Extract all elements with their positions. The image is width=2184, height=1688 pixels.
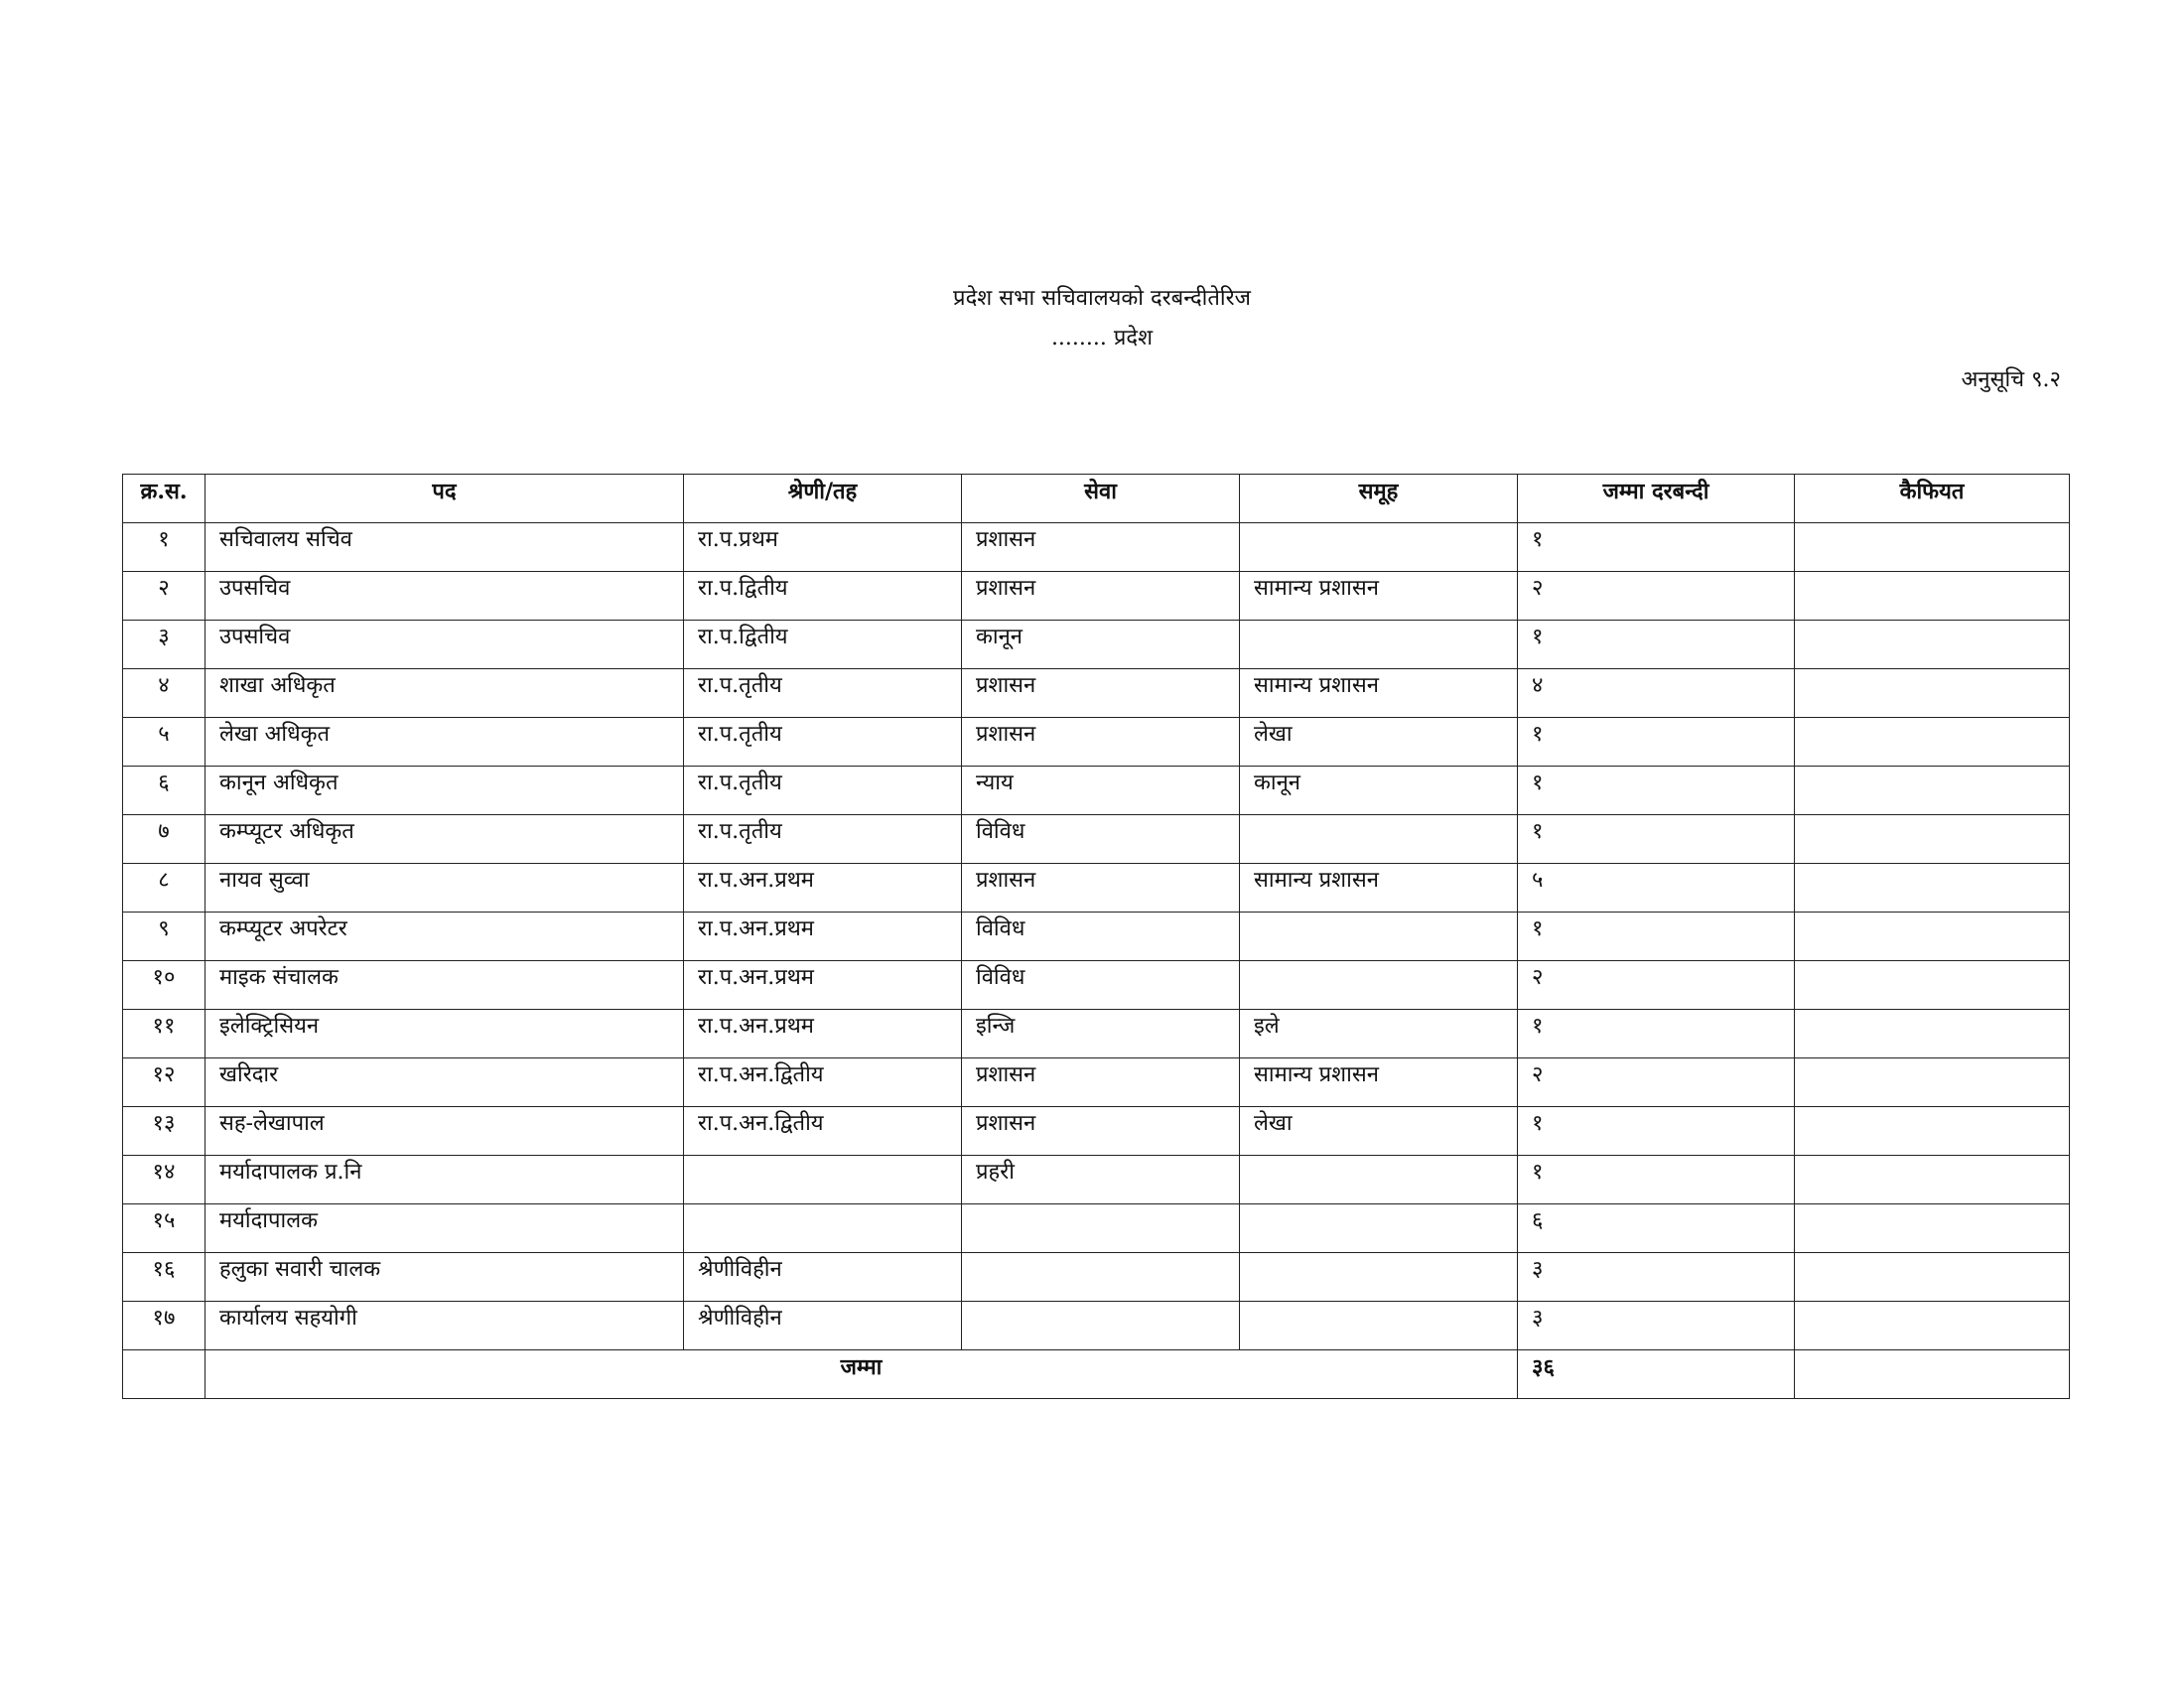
serial-cell: १२ (123, 1058, 205, 1107)
table-row (123, 669, 2070, 718)
class-level-cell: रा.प.तृतीय (684, 767, 962, 815)
post-cell: माइक संचालक (205, 961, 684, 1010)
annex-label: अनुसूचि ९.२ (1961, 367, 2061, 392)
total-positions-cell: २ (1518, 1058, 1795, 1107)
serial-cell: १४ (123, 1156, 205, 1204)
serial-cell: ३ (123, 621, 205, 669)
remarks-cell (1795, 718, 2070, 767)
table-row (123, 1058, 2070, 1107)
service-cell (962, 1253, 1240, 1302)
post-cell: कम्प्यूटर अपरेटर (205, 913, 684, 961)
post-cell: नायव सुव्वा (205, 864, 684, 913)
service-cell: कानून (962, 621, 1240, 669)
group-cell: सामान्य प्रशासन (1240, 1058, 1518, 1107)
class-level-cell: रा.प.अन.द्वितीय (684, 1058, 962, 1107)
table-row (123, 1253, 2070, 1302)
table-body (123, 523, 2070, 1350)
class-level-cell: श्रेणीविहीन (684, 1253, 962, 1302)
table-row (123, 572, 2070, 621)
service-cell: न्याय (962, 767, 1240, 815)
service-cell: प्रशासन (962, 572, 1240, 621)
post-cell: इलेक्ट्रिसियन (205, 1010, 684, 1058)
table-row (123, 864, 2070, 913)
serial-cell: ४ (123, 669, 205, 718)
class-level-cell: श्रेणीविहीन (684, 1302, 962, 1350)
serial-cell: १० (123, 961, 205, 1010)
class-level-cell: रा.प.अन.प्रथम (684, 1010, 962, 1058)
class-level-cell: रा.प.अन.प्रथम (684, 961, 962, 1010)
class-level-cell: रा.प.द्वितीय (684, 621, 962, 669)
staffing-table (122, 474, 2070, 1399)
class-level-cell: रा.प.तृतीय (684, 718, 962, 767)
group-cell (1240, 961, 1518, 1010)
group-cell (1240, 1253, 1518, 1302)
remarks-cell (1795, 1204, 2070, 1253)
serial-cell: १३ (123, 1107, 205, 1156)
post-cell: कार्यालय सहयोगी (205, 1302, 684, 1350)
post-cell: सचिवालय सचिव (205, 523, 684, 572)
column-header-serial: क्र.स. (123, 475, 205, 523)
group-cell: सामान्य प्रशासन (1240, 864, 1518, 913)
serial-cell: १७ (123, 1302, 205, 1350)
column-header-service: सेवा (962, 475, 1240, 523)
group-cell: इले (1240, 1010, 1518, 1058)
table-row (123, 718, 2070, 767)
table-row (123, 1204, 2070, 1253)
document-subtitle: ........ प्रदेश (1050, 326, 1154, 351)
post-cell: लेखा अधिकृत (205, 718, 684, 767)
remarks-cell (1795, 621, 2070, 669)
group-cell (1240, 621, 1518, 669)
total-positions-cell: २ (1518, 572, 1795, 621)
remarks-cell (1795, 523, 2070, 572)
remarks-cell (1795, 961, 2070, 1010)
table-row (123, 815, 2070, 864)
serial-cell: ९ (123, 913, 205, 961)
column-header-total-positions: जम्मा दरबन्दी (1518, 475, 1795, 523)
class-level-cell: रा.प.द्वितीय (684, 572, 962, 621)
total-positions-cell: १ (1518, 767, 1795, 815)
remarks-cell (1795, 913, 2070, 961)
class-level-cell (684, 1156, 962, 1204)
remarks-cell (1795, 1156, 2070, 1204)
total-positions-cell: १ (1518, 718, 1795, 767)
remarks-cell (1795, 864, 2070, 913)
remarks-cell (1795, 669, 2070, 718)
table-row (123, 523, 2070, 572)
service-cell (962, 1302, 1240, 1350)
total-label: जम्मा (205, 1350, 1518, 1399)
post-cell: उपसचिव (205, 572, 684, 621)
post-cell: कानून अधिकृत (205, 767, 684, 815)
service-cell: प्रशासन (962, 864, 1240, 913)
group-cell (1240, 1302, 1518, 1350)
service-cell: प्रशासन (962, 718, 1240, 767)
service-cell (962, 1204, 1240, 1253)
total-positions-cell: १ (1518, 815, 1795, 864)
post-cell: कम्प्यूटर अधिकृत (205, 815, 684, 864)
remarks-cell (1795, 815, 2070, 864)
table-row (123, 1010, 2070, 1058)
table-row (123, 961, 2070, 1010)
table-row (123, 767, 2070, 815)
group-cell: लेखा (1240, 1107, 1518, 1156)
column-header-group: समूह (1240, 475, 1518, 523)
remarks-cell (1795, 1010, 2070, 1058)
table-row (123, 1302, 2070, 1350)
total-positions-cell: २ (1518, 961, 1795, 1010)
column-header-remarks: कैफियत (1795, 475, 2070, 523)
serial-cell: ६ (123, 767, 205, 815)
post-cell: मर्यादापालक (205, 1204, 684, 1253)
class-level-cell: रा.प.तृतीय (684, 815, 962, 864)
post-cell: उपसचिव (205, 621, 684, 669)
serial-cell: २ (123, 572, 205, 621)
total-row (123, 1350, 2070, 1399)
total-positions-cell: १ (1518, 1156, 1795, 1204)
serial-cell: १५ (123, 1204, 205, 1253)
remarks-cell (1795, 1302, 2070, 1350)
total-positions-cell: १ (1518, 1107, 1795, 1156)
serial-cell: ८ (123, 864, 205, 913)
service-cell: विविध (962, 815, 1240, 864)
total-positions-cell: ५ (1518, 864, 1795, 913)
table-row (123, 1107, 2070, 1156)
service-cell: प्रशासन (962, 669, 1240, 718)
group-cell: सामान्य प्रशासन (1240, 669, 1518, 718)
post-cell: सह-लेखापाल (205, 1107, 684, 1156)
remarks-cell (1795, 572, 2070, 621)
serial-cell: ५ (123, 718, 205, 767)
class-level-cell: रा.प.तृतीय (684, 669, 962, 718)
table-row (123, 621, 2070, 669)
serial-cell: ७ (123, 815, 205, 864)
group-cell: कानून (1240, 767, 1518, 815)
table-header-row (123, 475, 2070, 523)
service-cell: प्रशासन (962, 523, 1240, 572)
total-positions-cell: १ (1518, 523, 1795, 572)
remarks-cell (1795, 1058, 2070, 1107)
remarks-cell (1795, 767, 2070, 815)
serial-cell: १ (123, 523, 205, 572)
table-row (123, 1156, 2070, 1204)
total-positions-cell: ६ (1518, 1204, 1795, 1253)
class-level-cell: रा.प.अन.प्रथम (684, 913, 962, 961)
total-remarks-cell (1795, 1350, 2070, 1399)
post-cell: मर्यादापालक प्र.नि (205, 1156, 684, 1204)
total-value: ३६ (1518, 1350, 1795, 1399)
column-header-post: पद (205, 475, 684, 523)
remarks-cell (1795, 1253, 2070, 1302)
service-cell: प्रहरी (962, 1156, 1240, 1204)
group-cell (1240, 523, 1518, 572)
column-header-class-level: श्रेणी/तह (684, 475, 962, 523)
total-positions-cell: १ (1518, 1010, 1795, 1058)
document-title: प्रदेश सभा सचिवालयको दरबन्दीतेरिज (953, 286, 1251, 311)
table-row (123, 913, 2070, 961)
group-cell (1240, 913, 1518, 961)
service-cell: इन्जि (962, 1010, 1240, 1058)
service-cell: विविध (962, 961, 1240, 1010)
post-cell: शाखा अधिकृत (205, 669, 684, 718)
group-cell (1240, 1204, 1518, 1253)
serial-cell: १६ (123, 1253, 205, 1302)
service-cell: प्रशासन (962, 1107, 1240, 1156)
serial-cell: ११ (123, 1010, 205, 1058)
class-level-cell: रा.प.अन.प्रथम (684, 864, 962, 913)
class-level-cell (684, 1204, 962, 1253)
post-cell: खरिदार (205, 1058, 684, 1107)
service-cell: विविध (962, 913, 1240, 961)
total-serial-cell (123, 1350, 205, 1399)
total-positions-cell: १ (1518, 621, 1795, 669)
total-positions-cell: ३ (1518, 1302, 1795, 1350)
service-cell: प्रशासन (962, 1058, 1240, 1107)
class-level-cell: रा.प.प्रथम (684, 523, 962, 572)
group-cell: सामान्य प्रशासन (1240, 572, 1518, 621)
group-cell: लेखा (1240, 718, 1518, 767)
class-level-cell: रा.प.अन.द्वितीय (684, 1107, 962, 1156)
total-positions-cell: ३ (1518, 1253, 1795, 1302)
remarks-cell (1795, 1107, 2070, 1156)
group-cell (1240, 815, 1518, 864)
total-positions-cell: १ (1518, 913, 1795, 961)
total-positions-cell: ४ (1518, 669, 1795, 718)
post-cell: हलुका सवारी चालक (205, 1253, 684, 1302)
group-cell (1240, 1156, 1518, 1204)
